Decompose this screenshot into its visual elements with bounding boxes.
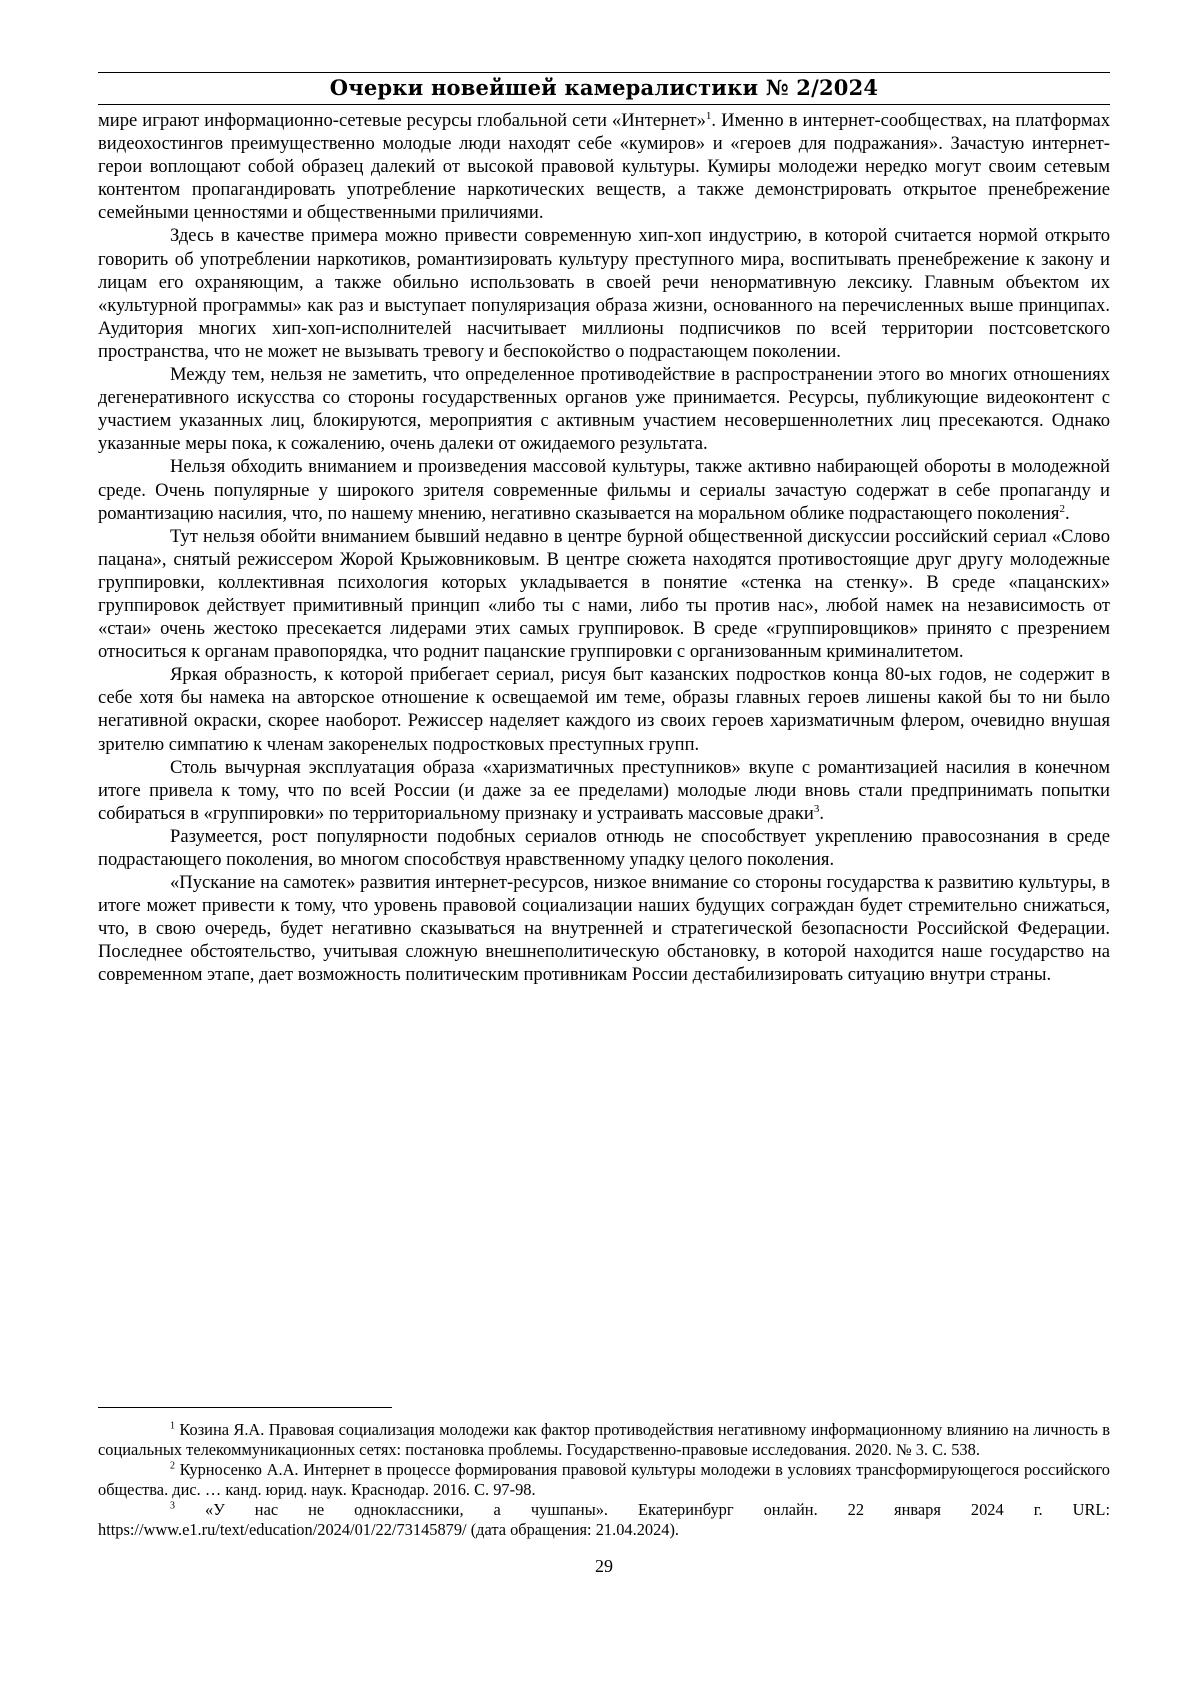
paragraph-1	[98, 109, 1110, 224]
paragraph-6: Яркая образность, к которой прибегает сериал, рисуя быт казанских подростков конца 80-ых годов, не содержит в себе хотя бы намека на авторское отношение к освещаемой им теме, образы главных героев лишены какой бы то ни было негативной окраски, скорее наоборот. Режиссер наделяет каждого из своих героев харизматичным флером, очевидно внушая зрителю симпатию к членам закоренелых подростковых преступных групп.	[98, 663, 1110, 755]
footnote-3	[98, 1500, 1110, 1540]
paragraph-1-text-a: мире играют информационно-сетевые ресурсы глобальной сети «Интернет»	[98, 110, 706, 131]
footnote-2	[98, 1460, 1110, 1500]
footnote-3-text: «У нас не одноклассники, а чушпаны». Екатеринбург онлайн. 22 января 2024 г. URL: https://www.e1.ru/text/education/2024/01/22/73145879/ (дата обращения: 21.04.2024).	[98, 1500, 1110, 1539]
header-rule-top	[98, 72, 1110, 73]
footnote-1	[98, 1420, 1110, 1460]
paragraph-7-text-a: Столь вычурная эксплуатация образа «харизматичных преступников» вкупе с романтизацией насилия в конечном итоге привела к тому, что по всей России (и даже за ее пределами) молодые люди вновь стали предпринимать попытки собираться в «группировки» по территориальному признаку и устраивать массовые драки	[98, 757, 1110, 824]
running-title: Очерки новейшей камералистики № 2/2024	[98, 74, 1110, 102]
paragraph-9: «Пускание на самотек» развития интернет-ресурсов, низкое внимание со стороны государства к развитию культуры, в итоге может привести к тому, что уровень правовой социализации наших будущих сограждан будет стремительно снижаться, что, в свою очередь, будет негативно сказываться на внутренней и стратегической безопасности Российской Федерации. Последнее обстоятельство, учитывая сложную внешнеполитическую обстановку, в которой находится наше государство на современном этапе, дает возможность политическим противникам России дестабилизировать ситуацию внутри страны.	[98, 871, 1110, 986]
header-rule-bottom	[98, 104, 1110, 105]
paragraph-7-text-b: .	[819, 803, 824, 824]
footnote-ref-3: 3	[814, 803, 820, 815]
footnote-ref-1: 1	[706, 110, 712, 122]
footnotes	[98, 1420, 1110, 1540]
article-body	[98, 109, 1110, 987]
footnote-1-number: 1	[170, 1421, 175, 1432]
paragraph-2: Здесь в качестве примера можно привести современную хип-хоп индустрию, в которой считается нормой открыто говорить об употреблении наркотиков, романтизировать культуру преступного мира, воспитывать пренебрежение к закону и лицам его охраняющим, а также обильно использовать в своей речи ненормативную лексику. Главным объектом их «культурной программы» как раз и выступает популяризация образа жизни, основанного на перечисленных выше принципах. Аудитория многих хип-хоп-исполнителей насчитывает миллионы подписчиков по всей территории постсоветского пространства, что не может не вызывать тревогу и беспокойство о подрастающем поколении.	[98, 224, 1110, 363]
paragraph-7	[98, 756, 1110, 825]
page-number: 29	[98, 1555, 1110, 1577]
footnote-1-text: Козина Я.А. Правовая социализация молодежи как фактор противодействия негативному информационному влиянию на личность в социальных телекоммуникационных сетях: постановка проблемы. Государственно-правовые исследования. 2020. № 3. С. 538.	[98, 1420, 1110, 1459]
paragraph-3: Между тем, нельзя не заметить, что определенное противодействие в распространении этого во многих отношениях дегенеративного искусства со стороны государственных органов уже принимается. Ресурсы, публикующие видеоконтент с участием указанных лиц, блокируются, мероприятия с активным участием несовершеннолетних лиц пресекаются. Однако указанные меры пока, к сожалению, очень далеки от ожидаемого результата.	[98, 363, 1110, 455]
paragraph-4	[98, 455, 1110, 524]
footnote-ref-2: 2	[1059, 502, 1065, 514]
footnote-2-text: Курносенко А.А. Интернет в процессе формирования правовой культуры молодежи в условиях трансформирующегося российского общества. дис. … канд. юрид. наук. Краснодар. 2016. С. 97-98.	[98, 1460, 1110, 1499]
footnote-2-number: 2	[170, 1461, 175, 1472]
paragraph-4-text-a: Нельзя обходить вниманием и произведения массовой культуры, также активно набирающей обороты в молодежной среде. Очень популярные у широкого зрителя современные фильмы и сериалы зачастую содержат в себе пропаганду и романтизацию насилия, что, по нашему мнению, негативно сказывается на моральном облике подрастающего поколения	[98, 456, 1110, 523]
paragraph-1-text-b: . Именно в интернет-сообществах, на платформах видеохостингов преимущественно молодые люди находят себе «кумиров» и «героев для подражания». Зачастую интернет-герои воплощают собой образец далекий от высокой правовой культуры. Кумиры молодежи нередко могут своим сетевым контентом пропагандировать употребление наркотических веществ, а также демонстрировать открытое пренебрежение семейными ценностями и общественными приличиями.	[98, 110, 1110, 223]
paragraph-5: Тут нельзя обойти вниманием бывший недавно в центре бурной общественной дискуссии российский сериал «Слово пацана», снятый режиссером Жорой Крыжовниковым. В центре сюжета находятся противостоящие друг другу молодежные группировки, коллективная психология которых укладывается в понятие «стенка на стенку». В среде «пацанских» группировок действует примитивный принцип «либо ты с нами, либо ты против нас», любой намек на независимость от «стаи» очень жестоко пресекается лидерами этих самых группировок. В среде «группировщиков» принято с презрением относиться к органам правопорядка, что роднит пацанские группировки с организованным криминалитетом.	[98, 525, 1110, 664]
footnote-separator	[98, 1407, 392, 1408]
paragraph-4-text-b: .	[1065, 503, 1070, 524]
paragraph-8: Разумеется, рост популярности подобных сериалов отнюдь не способствует укреплению правосознания в среде подрастающего поколения, во многом способствуя нравственному упадку целого поколения.	[98, 825, 1110, 871]
footnote-3-number: 3	[170, 1501, 175, 1512]
